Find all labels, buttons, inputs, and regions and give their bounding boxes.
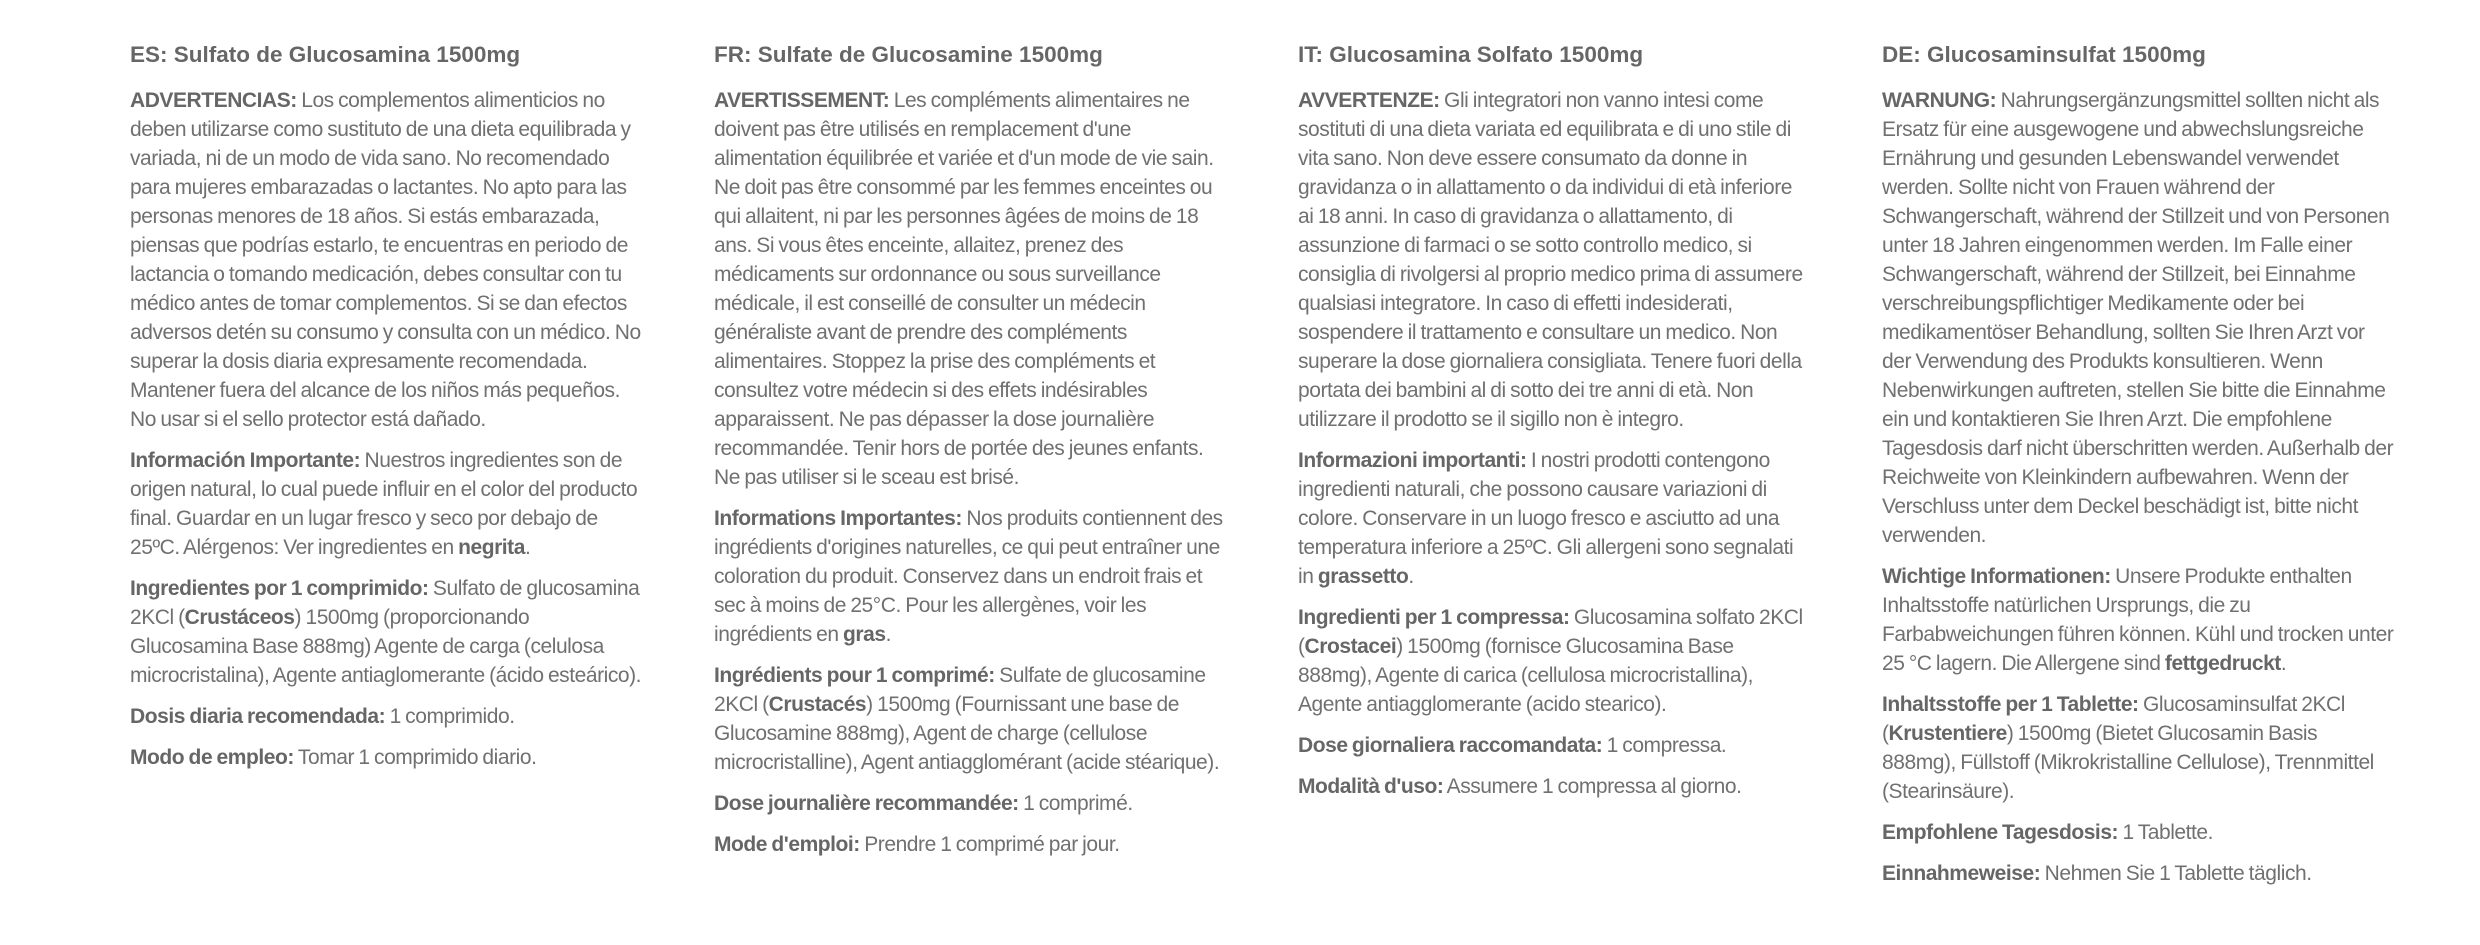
info-label: Wichtige Informationen: [1882, 565, 2111, 588]
dose-text: 1 comprimido. [385, 705, 515, 728]
ingredients-label: Ingredienti per 1 compressa: [1298, 606, 1570, 629]
ingredients-text-after: ) 1500mg (fornisce Glucosamina Base 888mg), Agente di carica (cellulosa microcristallina), Agente antiagglomerante (acido stearico). [1298, 635, 1754, 716]
warning-label: AVVERTENZE: [1298, 89, 1440, 112]
label-text-columns [130, 40, 2394, 920]
info-emphasis: negrita [458, 536, 525, 559]
ingredients-label: Ingrédients pour 1 comprimé: [714, 664, 995, 687]
usage-label: Einnahmeweise: [1882, 862, 2041, 885]
column-title: DE: Glucosaminsulfat 1500mg [1882, 42, 2206, 67]
column-fr [714, 40, 1226, 920]
warning-paragraph [130, 86, 642, 434]
usage-label: Mode d'emploi: [714, 833, 860, 856]
column-de [1882, 40, 2394, 920]
warning-text: Gli integratori non vanno intesi come sostituti di una dieta variata ed equilibrata e di uno stile di vita sano. Non deve essere consumato da donne in gravidanza o in allattamento o da individui di età inferiore ai 18 anni. In caso di gravidanza o allattamento, di assunzione di farmaci o se sotto controllo medico, si consiglia di rivolgersi al proprio medico prima di assumere qualsiasi integratore. In caso di effetti indesiderati, sospendere il trattamento e consultare un medico. Non superare la dose giornaliera consigliata. Tenere fuori della portata dei bambini al di sotto dei tre anni di età. Non utilizzare il prodotto se il sigillo non è integro. [1298, 89, 1803, 431]
usage-text: Prendre 1 comprimé par jour. [859, 833, 1120, 856]
dose-text: 1 Tablette. [2118, 821, 2214, 844]
info-paragraph [1298, 446, 1810, 591]
warning-text: Nahrungsergänzungsmittel sollten nicht als Ersatz für eine ausgewogene und abwechslungsreiche Ernährung und gesunden Lebenswandel verwendet werden. Sollte nicht von Frauen während der Schwangerschaft, während der Stillzeit und von Personen unter 18 Jahren eingenommen werden. Im Falle einer Schwangerschaft, während der Stillzeit, bei Einnahme verschreibungspflichtiger Medikamente oder bei medikamentöser Behandlung, sollten Sie Ihren Arzt vor der Verwendung des Produkts konsultieren. Wenn Nebenwirkungen auftreten, stellen Sie bitte die Einnahme ein und kontaktieren Sie Ihren Arzt. Die empfohlene Tagesdosis darf nicht überschritten werden. Außerhalb der Reichweite von Kleinkindern aufbewahren. Wenn der Verschluss unter dem Deckel beschädigt ist, bitte nicht verwenden. [1882, 89, 2394, 547]
ingredients-paragraph [1298, 603, 1810, 719]
usage-paragraph [714, 830, 1226, 859]
column-title: FR: Sulfate de Glucosamine 1500mg [714, 42, 1103, 67]
dose-label: Empfohlene Tagesdosis: [1882, 821, 2119, 844]
usage-paragraph [130, 743, 642, 772]
usage-paragraph [1298, 772, 1810, 801]
ingredients-paragraph [130, 574, 642, 690]
usage-text: Nehmen Sie 1 Tablette täglich. [2040, 862, 2312, 885]
info-text: I nostri prodotti contengono ingredienti naturali, che possono causare variazioni di colore. Conservare in un luogo fresco e asciutto ad una temperatura inferiore a 25ºC. Gli allergeni sono segnalati in [1298, 449, 1794, 588]
warning-label: ADVERTENCIAS: [130, 89, 297, 112]
ingredients-allergen: Crustáceos [184, 606, 295, 629]
info-label: Informations Importantes: [714, 507, 962, 530]
ingredients-text-before: Sulfate de glucosamine 2KCl ( [714, 664, 1206, 716]
ingredients-text-before: Sulfato de glucosamina 2KCl ( [130, 577, 640, 629]
column-it [1298, 40, 1810, 920]
dose-text: 1 compressa. [1602, 734, 1727, 757]
info-emphasis: fettgedruckt [2164, 652, 2281, 675]
ingredients-paragraph [714, 661, 1226, 777]
dose-label: Dose giornaliera raccomandata: [1298, 734, 1603, 757]
info-paragraph [1882, 562, 2394, 678]
info-text: Nos produits contiennent des ingrédients d'origines naturelles, ce qui peut entraîner une coloration du produit. Conservez dans un endroit frais et sec à moins de 25°C. Pour les allergènes, voir les ingrédients en [714, 507, 1223, 646]
ingredients-allergen: Crostacei [1304, 635, 1397, 658]
ingredients-label: Inhaltsstoffe per 1 Tablette: [1882, 693, 2139, 716]
info-emphasis: gras [843, 623, 886, 646]
info-emphasis: grassetto [1317, 565, 1409, 588]
warning-text: Los complementos alimenticios no deben utilizarse como sustituto de una dieta equilibrada y variada, ni de un modo de vida sano. No recomendado para mujeres embarazadas o lactantes. No apto para las personas menores de 18 años. Si estás embarazada, piensas que podrías estarlo, te encuentras en periodo de lactancia o tomando medicación, debes consultar con tu médico antes de tomar complementos. Si se dan efectos adversos detén su consumo y consulta con un médico. No superar la dosis diaria expresamente recomendada. Mantener fuera del alcance de los niños más pequeños. No usar si el sello protector está dañado. [130, 89, 641, 431]
dose-paragraph [714, 789, 1226, 818]
info-text: Unsere Produkte enthalten Inhaltsstoffe natürlichen Ursprungs, die zu Farbabweichungen führen können. Kühl und trocken unter 25 °C lagern. Die Allergene sind [1882, 565, 2394, 675]
info-text: Nuestros ingredientes son de origen natural, lo cual puede influir en el color del producto final. Guardar en un lugar fresco y seco por debajo de 25ºC. Alérgenos: Ver ingredientes en [130, 449, 638, 559]
dose-label: Dose journalière recommandée: [714, 792, 1019, 815]
dose-label: Dosis diaria recomendada: [130, 705, 386, 728]
column-es [130, 40, 642, 920]
info-paragraph [714, 504, 1226, 649]
warning-label: AVERTISSEMENT: [714, 89, 890, 112]
ingredients-text-after: ) 1500mg (Bietet Glucosamin Basis 888mg), Füllstoff (Mikrokristalline Cellulose), Trennmittel (Stearinsäure). [1882, 722, 2374, 803]
dose-paragraph [1882, 818, 2394, 847]
ingredients-text-after: ) 1500mg (Fournissant une base de Glucosamine 888mg), Agent de charge (cellulose microcristalline), Agent antiagglomérant (acide stéarique). [714, 693, 1220, 774]
ingredients-allergen: Crustacés [768, 693, 867, 716]
warning-paragraph [714, 86, 1226, 492]
dose-text: 1 comprimé. [1018, 792, 1133, 815]
ingredients-allergen: Krustentiere [1888, 722, 2007, 745]
usage-label: Modo de empleo: [130, 746, 294, 769]
usage-text: Assumere 1 compressa al giorno. [1443, 775, 1742, 798]
dose-paragraph [1298, 731, 1810, 760]
info-paragraph [130, 446, 642, 562]
ingredients-text-before: Glucosaminsulfat 2KCl ( [1882, 693, 2345, 745]
ingredients-text-before: Glucosamina solfato 2KCl ( [1298, 606, 1803, 658]
info-end: . [1408, 565, 1414, 588]
usage-paragraph [1882, 859, 2394, 888]
warning-text: Les compléments alimentaires ne doivent pas être utilisés en remplacement d'une alimentation équilibrée et variée et d'un mode de vie sain. Ne doit pas être consommé par les femmes enceintes ou qui allaitent, ni par les personnes âgées de moins de 18 ans. Si vous êtes enceinte, allaitez, prenez des médicaments sur ordonnance ou sous surveillance médicale, il est conseillé de consulter un médecin généraliste avant de prendre des compléments alimentaires. Stoppez la prise des compléments et consultez votre médecin si des effets indésirables apparaissent. Ne pas dépasser la dose journalière recommandée. Tenir hors de portée des jeunes enfants. Ne pas utiliser si le sceau est brisé. [714, 89, 1214, 489]
info-end: . [2280, 652, 2287, 675]
info-label: Información Importante: [130, 449, 361, 472]
column-title: IT: Glucosamina Solfato 1500mg [1298, 42, 1644, 67]
usage-label: Modalità d'uso: [1298, 775, 1444, 798]
info-end: . [885, 623, 891, 646]
info-end: . [524, 536, 531, 559]
usage-text: Tomar 1 comprimido diario. [293, 746, 537, 769]
column-title: ES: Sulfato de Glucosamina 1500mg [130, 42, 521, 67]
ingredients-label: Ingredientes por 1 comprimido: [130, 577, 429, 600]
dose-paragraph [130, 702, 642, 731]
ingredients-paragraph [1882, 690, 2394, 806]
warning-paragraph [1882, 86, 2394, 550]
warning-paragraph [1298, 86, 1810, 434]
ingredients-text-after: ) 1500mg (proporcionando Glucosamina Base 888mg) Agente de carga (celulosa microcristalina), Agente antiaglomerante (ácido esteárico). [130, 606, 642, 687]
info-label: Informazioni importanti: [1298, 449, 1527, 472]
warning-label: WARNUNG: [1882, 89, 1997, 112]
